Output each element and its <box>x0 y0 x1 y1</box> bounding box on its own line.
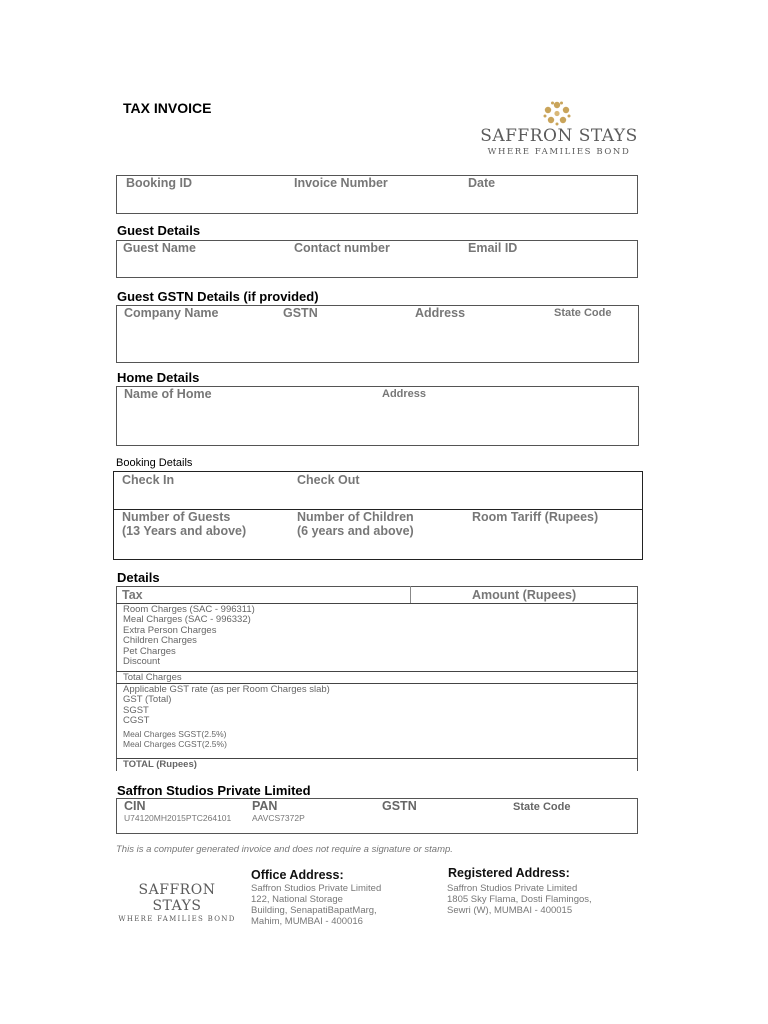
home-details-heading: Home Details <box>117 370 200 385</box>
footer-brand-tagline: WHERE FAMILIES BOND <box>118 915 236 923</box>
gstn-label: GSTN <box>283 306 318 320</box>
tax-item: CGST <box>123 715 150 727</box>
office-address-line: Saffron Studios Private Limited <box>251 883 382 894</box>
number-of-guests-label: Number of Guests (13 Years and above) <box>122 510 247 538</box>
booking-id-label: Booking ID <box>126 176 192 190</box>
invoice-title: TAX INVOICE <box>123 100 212 116</box>
company-heading: Saffron Studios Private Limited <box>117 783 311 798</box>
office-address-line: Building, SenapatiBapatMarg, <box>251 905 377 916</box>
charge-item: Meal Charges (SAC - 996332) <box>123 614 251 626</box>
booking-details-heading: Booking Details <box>116 457 193 469</box>
amount-column-header: Amount (Rupees) <box>472 588 577 602</box>
check-in-label: Check In <box>122 473 175 487</box>
footer-brand-name: SAFFRON STAYS <box>138 882 216 914</box>
registered-address-line: Saffron Studios Private Limited <box>447 883 578 894</box>
office-address-title: Office Address: <box>251 868 344 882</box>
charge-item: Extra Person Charges <box>123 624 217 636</box>
charges-list <box>123 605 255 667</box>
office-address-line: 122, National Storage <box>251 894 343 905</box>
tax-item: SGST <box>123 704 149 716</box>
charge-item: Discount <box>123 656 160 668</box>
taxes-list <box>123 685 330 727</box>
charge-item: Pet Charges <box>123 645 176 657</box>
registered-address-title: Registered Address: <box>448 866 570 880</box>
cin-value: U74120MH2015PTC264101 <box>124 813 232 823</box>
company-name-label: Company Name <box>124 306 219 320</box>
guest-details-heading: Guest Details <box>117 223 201 238</box>
registered-address <box>447 883 592 916</box>
total-charges-label: Total Charges <box>123 672 182 683</box>
pan-label: PAN <box>252 799 278 813</box>
charge-item: Room Charges (SAC - 996311) <box>123 604 255 615</box>
meal-tax-item: Meal Charges SGST(2.5%) <box>123 729 227 739</box>
footer-brand-logo <box>116 882 238 923</box>
brand-tagline: WHERE FAMILIES BOND <box>487 147 631 157</box>
charges-divider <box>116 671 638 672</box>
company-state-code-label: State Code <box>513 801 571 813</box>
tax-item: Applicable GST rate (as per Room Charges slab) <box>123 684 330 695</box>
registered-address-line: 1805 Sky Flama, Dosti Flamingos, <box>447 894 592 905</box>
email-id-label: Email ID <box>468 241 518 255</box>
total-charges-row <box>123 673 182 683</box>
charge-item: Children Charges <box>123 635 197 647</box>
check-out-label: Check Out <box>297 473 360 487</box>
invoice-number-label: Invoice Number <box>294 176 388 190</box>
office-address <box>251 883 381 927</box>
cin-label: CIN <box>124 799 146 813</box>
guest-name-label: Guest Name <box>123 241 196 255</box>
home-address-label: Address <box>382 388 427 400</box>
registered-address-line: Sewri (W), MUMBAI - 400015 <box>447 905 573 916</box>
flower-logo-icon <box>540 99 574 129</box>
office-address-line: Mahim, MUMBAI - 400016 <box>251 916 363 927</box>
total-rupees-label: TOTAL (Rupees) <box>123 759 197 770</box>
guest-gstn-heading: Guest GSTN Details (if provided) <box>117 289 319 304</box>
contact-number-label: Contact number <box>294 241 390 255</box>
details-heading: Details <box>117 570 160 585</box>
pan-value: AAVCS7372P <box>252 813 305 823</box>
date-label: Date <box>468 176 496 190</box>
number-of-children-label: Number of Children (6 years and above) <box>297 510 414 538</box>
meal-taxes-list <box>123 729 227 749</box>
details-column-divider <box>410 586 411 604</box>
brand-name: SAFFRON STAYS <box>480 126 638 146</box>
address-label: Address <box>415 306 466 320</box>
room-tariff-label: Room Tariff (Rupees) <box>472 510 599 524</box>
name-of-home-label: Name of Home <box>124 387 212 401</box>
company-gstn-label: GSTN <box>382 799 417 813</box>
tax-column-header: Tax <box>122 588 143 602</box>
meal-tax-item: Meal Charges CGST(2.5%) <box>123 739 227 749</box>
computer-generated-note: This is a computer generated invoice and does not require a signature or stamp. <box>116 844 453 855</box>
state-code-label: State Code <box>554 307 612 319</box>
tax-item: GST (Total) <box>123 694 172 706</box>
total-row <box>123 760 197 770</box>
